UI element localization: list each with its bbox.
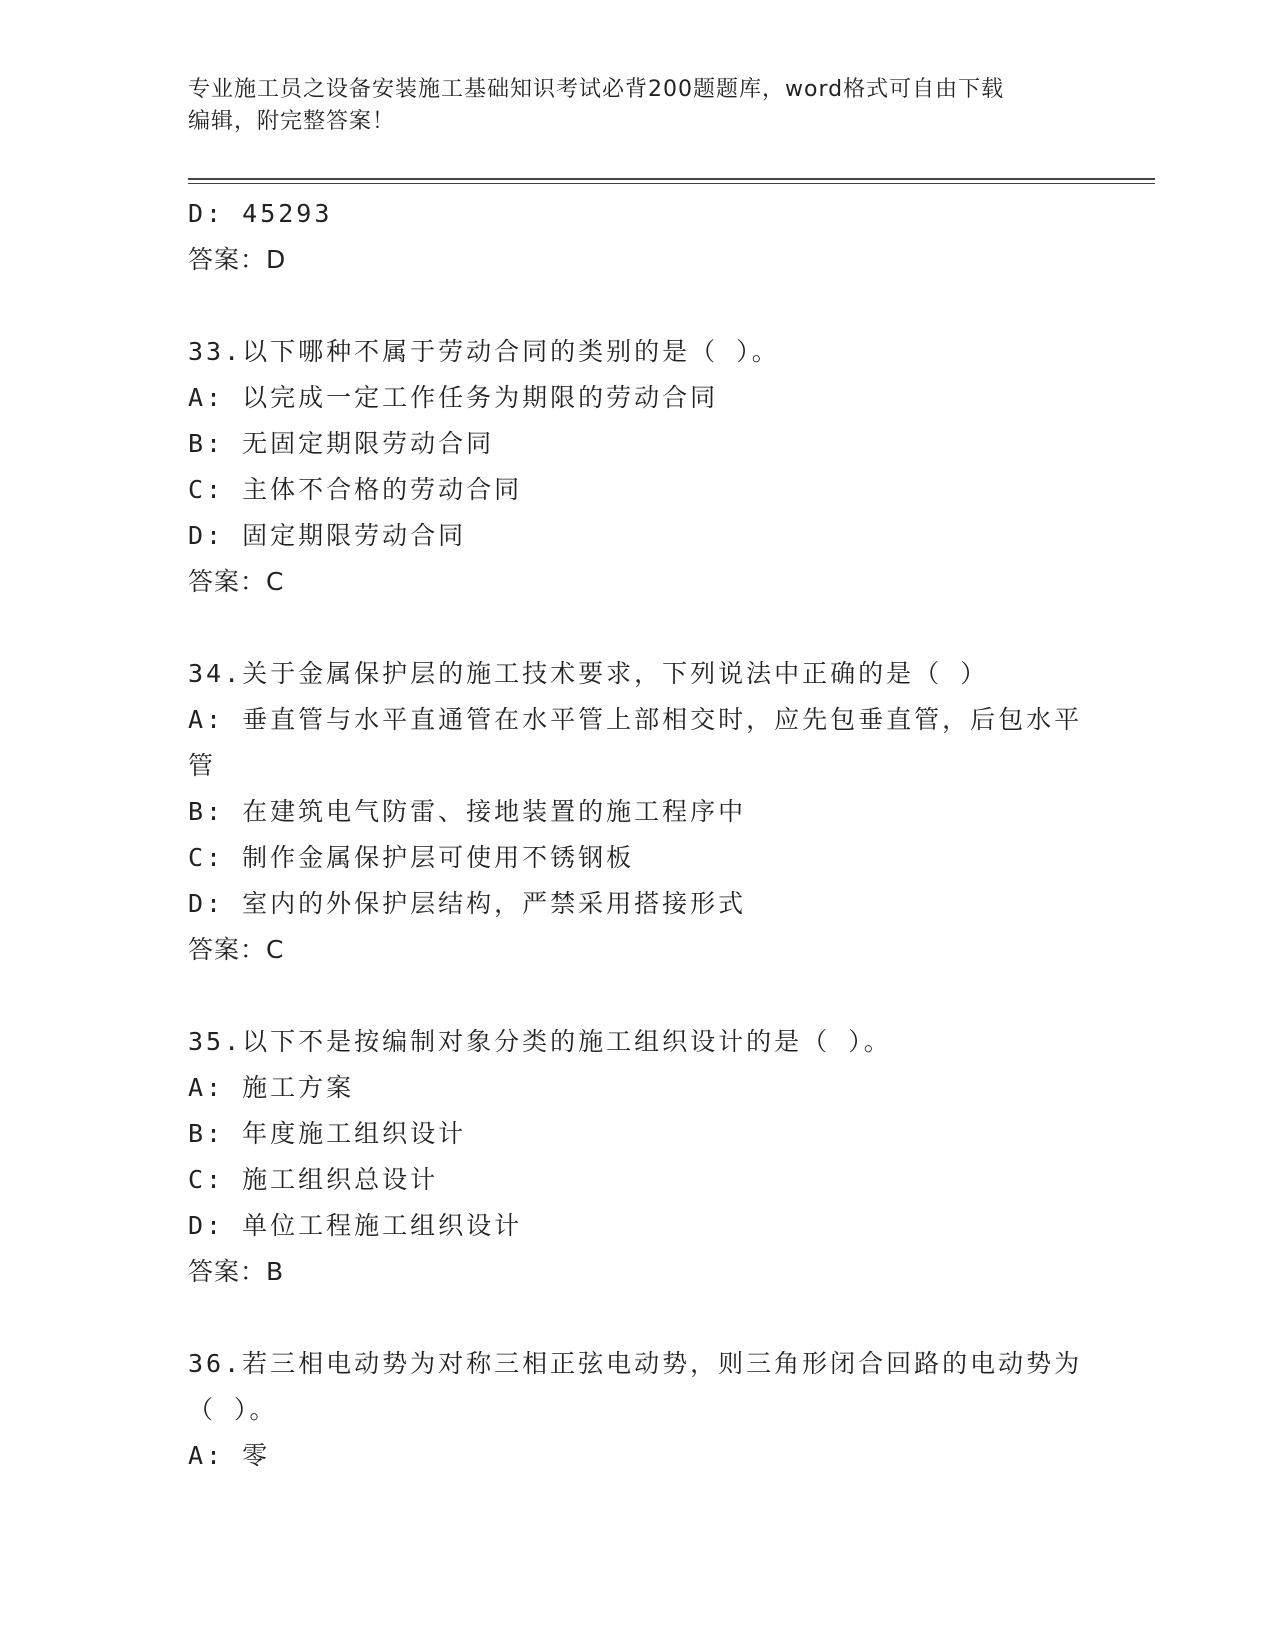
option-d: D: 单位工程施工组织设计 [188, 1211, 523, 1240]
header-divider-thin [188, 183, 1155, 184]
previous-question-tail [188, 191, 1088, 283]
header-divider-thick [188, 178, 1155, 180]
answer-line: 答案：C [188, 935, 285, 964]
question-title: 36.若三相电动势为对称三相正弦电动势，则三角形闭合回路的电动势为（ ）。 [188, 1349, 1083, 1424]
option-b: B: 在建筑电气防雷、接地装置的施工程序中 [188, 797, 747, 826]
question-36 [188, 1341, 1088, 1479]
question-title: 34.关于金属保护层的施工技术要求，下列说法中正确的是（ ） [188, 659, 989, 688]
option-c: C: 主体不合格的劳动合同 [188, 475, 523, 504]
option-d: D: 固定期限劳动合同 [188, 521, 467, 550]
answer-line: 答案：D [188, 245, 287, 274]
document-header [188, 74, 1088, 138]
answer-line: 答案：B [188, 1257, 285, 1286]
option-a: A: 垂直管与水平直通管在水平管上部相交时，应先包垂直管，后包水平管 [188, 705, 1083, 780]
option-a: A: 以完成一定工作任务为期限的劳动合同 [188, 383, 719, 412]
option-d: D: 室内的外保护层结构，严禁采用搭接形式 [188, 889, 747, 918]
question-title: 35.以下不是按编制对象分类的施工组织设计的是（ ）。 [188, 1027, 892, 1056]
option-a: A: 零 [188, 1441, 271, 1470]
option-b: B: 年度施工组织设计 [188, 1119, 467, 1148]
header-line-1: 专业施工员之设备安装施工基础知识考试必背200题题库，word格式可自由下载 [188, 77, 1005, 102]
option-c: C: 施工组织总设计 [188, 1165, 439, 1194]
question-title: 33.以下哪种不属于劳动合同的类别的是（ ）。 [188, 337, 780, 366]
option-c: C: 制作金属保护层可使用不锈钢板 [188, 843, 635, 872]
header-line-2: 编辑，附完整答案！ [188, 109, 396, 134]
option-a: A: 施工方案 [188, 1073, 355, 1102]
question-33 [188, 329, 1088, 605]
answer-line: 答案：C [188, 567, 285, 596]
question-34 [188, 651, 1088, 973]
option-b: B: 无固定期限劳动合同 [188, 429, 495, 458]
option-d: D: 45293 [188, 199, 333, 228]
question-35 [188, 1019, 1088, 1295]
document-body [188, 191, 1088, 1479]
